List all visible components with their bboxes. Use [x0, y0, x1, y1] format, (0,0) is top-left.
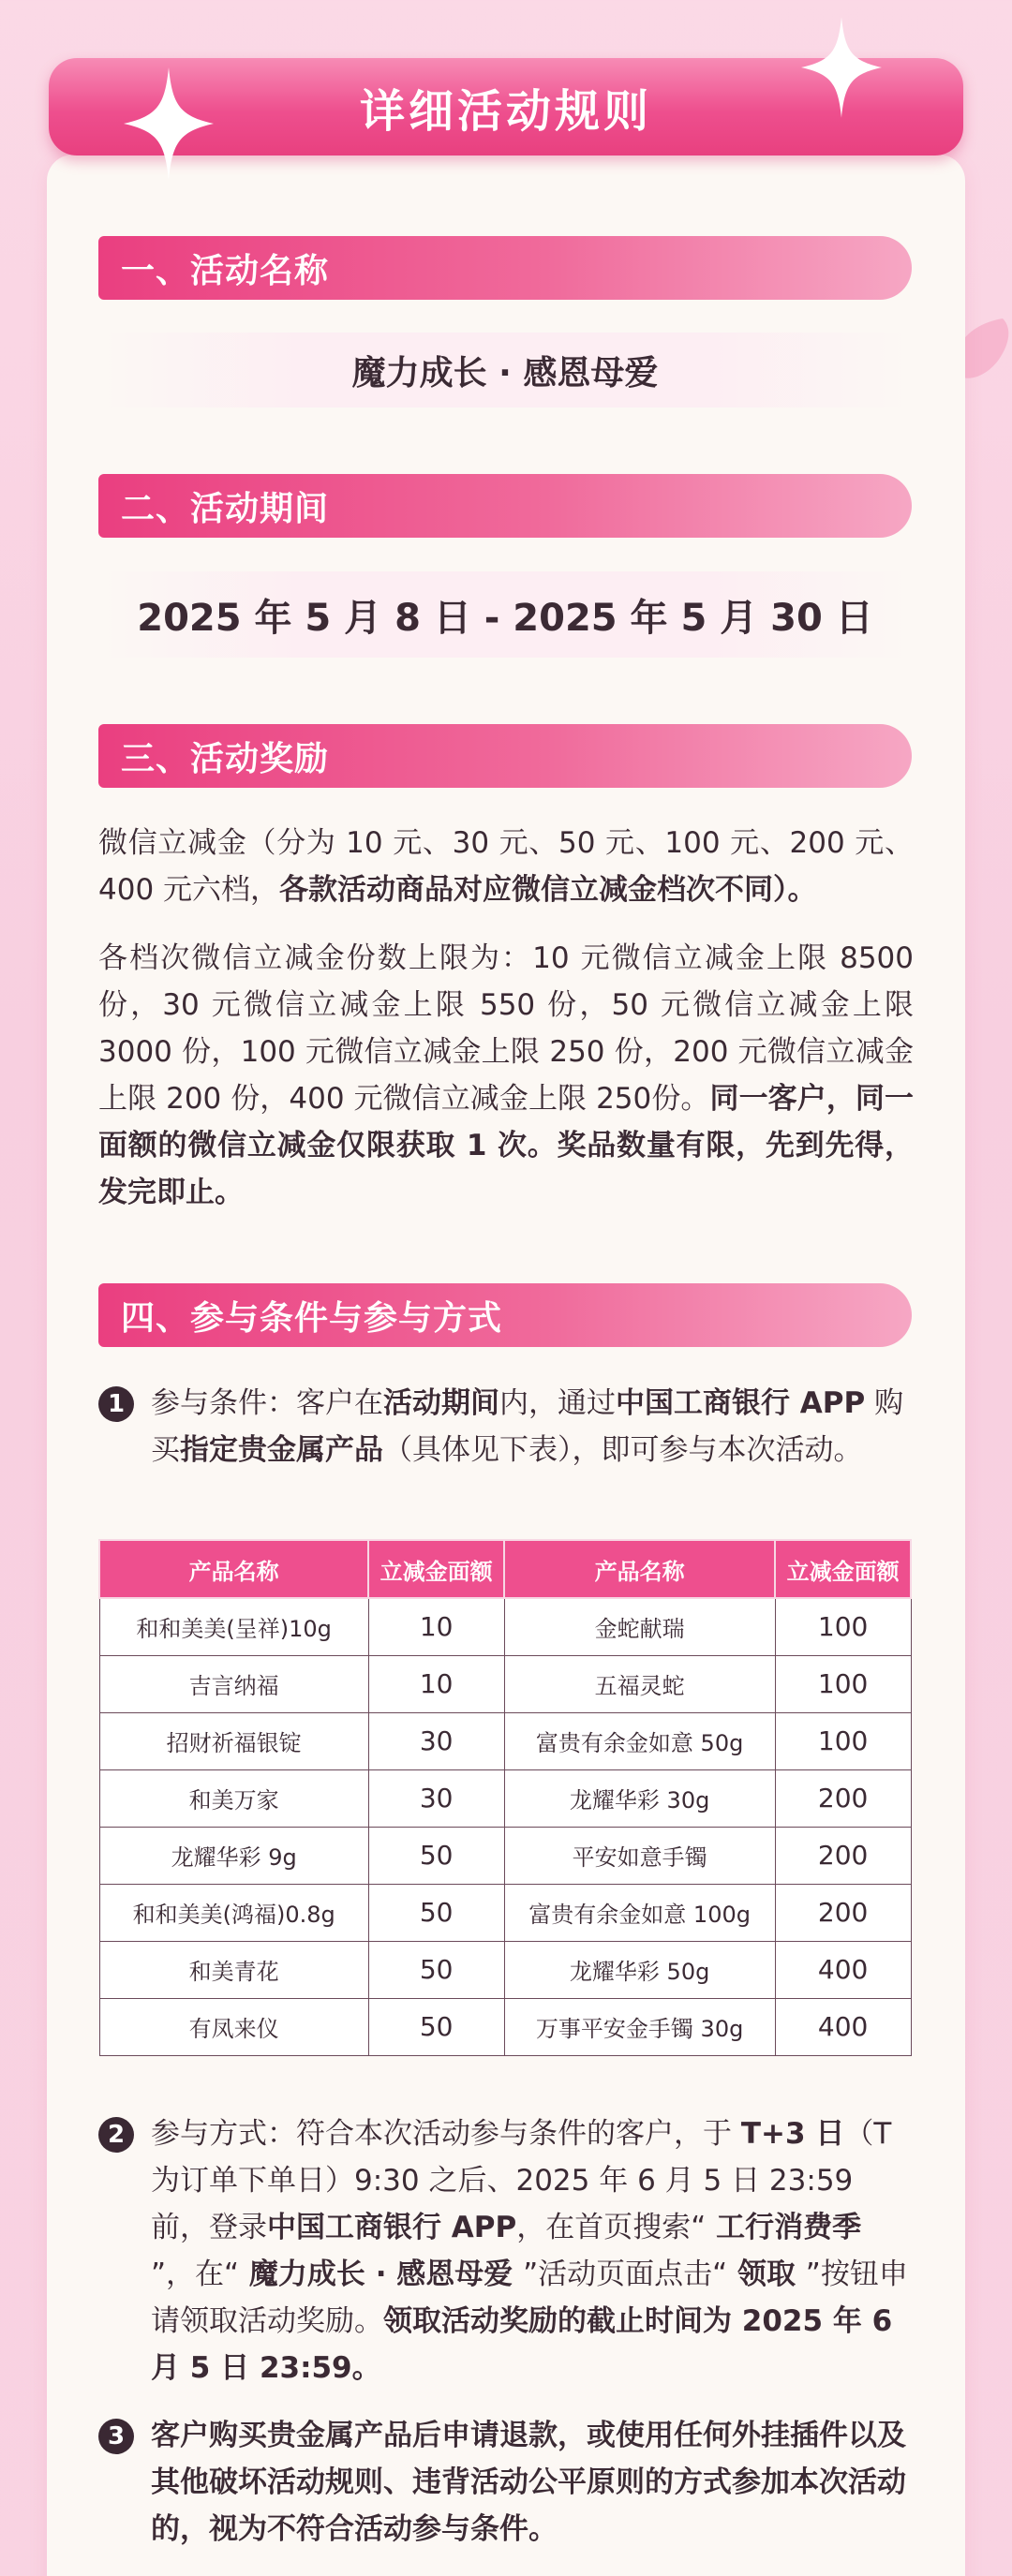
- participation-item-2: [98, 2110, 914, 2391]
- table-cell: 100: [775, 1598, 911, 1655]
- text-part: ”按钮申请领取活动奖励。: [151, 2258, 908, 2338]
- table-cell: 金蛇献瑞: [504, 1598, 775, 1655]
- text-part: 参与方式：符合本次活动参与条件的客户，于: [151, 2117, 741, 2151]
- sparkle-left-icon: [124, 67, 214, 180]
- table-cell: 200: [775, 1884, 911, 1941]
- text-part: （具体见下表），即可参与本次活动。: [383, 1433, 863, 1467]
- header-amount-1: 立减金面额: [368, 1540, 504, 1598]
- disqualification-text-3: [151, 2412, 914, 2553]
- participation-text-2: [151, 2110, 914, 2391]
- table-cell: 和和美美(鸿福)0.8g: [99, 1884, 368, 1941]
- text-bold: 中国工商银行 APP: [267, 2211, 517, 2244]
- table-cell: 200: [775, 1827, 911, 1884]
- table-cell: 和美青花: [99, 1941, 368, 1998]
- table-row: [99, 1827, 911, 1884]
- text-bold: 领取: [727, 2258, 806, 2291]
- table-cell: 100: [775, 1712, 911, 1769]
- table-cell: 400: [775, 1941, 911, 1998]
- table-cell: 万事平安金手镯 30g: [504, 1998, 775, 2055]
- activity-period-box: [98, 571, 912, 658]
- condition-text-1: [151, 1380, 914, 1473]
- table-cell: 富贵有余金如意 100g: [504, 1884, 775, 1941]
- section-3-heading: 三、活动奖励: [121, 739, 330, 778]
- table-cell: 和和美美(呈祥)10g: [99, 1598, 368, 1655]
- condition-item-1: [98, 1380, 914, 1473]
- table-row: [99, 1884, 911, 1941]
- section-2-heading: 二、活动期间: [121, 489, 330, 528]
- section-1-heading: 一、活动名称: [121, 251, 330, 290]
- page-title: 详细活动规则: [359, 84, 652, 138]
- text-part: 购买: [151, 1386, 904, 1467]
- text-part: 参与条件：客户在: [151, 1386, 383, 1420]
- table-cell: 吉言纳福: [99, 1655, 368, 1712]
- reward-text: 微信立减金（分为 10 元、30 元、50 元、100 元、200 元、400 元六档，: [98, 826, 914, 907]
- header-product-name-2: 产品名称: [504, 1540, 775, 1598]
- text-bold: 工行消费季: [706, 2211, 862, 2244]
- text-bold: T+3 日: [740, 2117, 845, 2151]
- table-header-row: [99, 1540, 911, 1598]
- text-part: 内，通过: [499, 1386, 616, 1420]
- text-part: ”活动页面点击“: [523, 2258, 728, 2291]
- table-cell: 富贵有余金如意 50g: [504, 1712, 775, 1769]
- table-cell: 龙耀华彩 50g: [504, 1941, 775, 1998]
- text-part: ”，在“: [151, 2258, 240, 2291]
- header-amount-2: 立减金面额: [775, 1540, 911, 1598]
- activity-period: 2025 年 5 月 8 日 - 2025 年 5 月 30 日: [137, 596, 873, 640]
- product-table: [98, 1539, 912, 2056]
- reward-text-bold: 各款活动商品对应微信立减金档次不同）。: [279, 873, 817, 907]
- table-cell: 30: [368, 1769, 504, 1827]
- table-cell: 招财祈福银锭: [99, 1712, 368, 1769]
- reward-limits-text: 各档次微信立减金份数上限为：10 元微信立减金上限 8500 份，30 元微信立减金上限 550 份，50 元微信立减金上限 3000 份，100 元微信立减金上限 250 份，200 元微信立减金上限 200 份，400 元微信立减金上限 250份。: [98, 941, 914, 1116]
- section-3-header: [98, 724, 912, 788]
- table-cell: 平安如意手镯: [504, 1827, 775, 1884]
- table-cell: 50: [368, 1827, 504, 1884]
- text-bold: 客户购买贵金属产品后申请退款，或使用任何外挂插件以及其他破坏活动规则、违背活动公平原则的方式参加本次活动的，视为不符合活动参与条件。: [151, 2419, 906, 2546]
- sparkle-right-icon: [801, 17, 882, 118]
- table-cell: 10: [368, 1655, 504, 1712]
- text-part: ，在首页搜索“: [516, 2211, 707, 2244]
- table-row: [99, 1712, 911, 1769]
- number-badge-2: 2: [98, 2117, 134, 2153]
- text-bold: 魔力成长 · 感恩母爱: [239, 2258, 524, 2291]
- activity-name-box: [98, 333, 912, 407]
- table-cell: 有凤来仪: [99, 1998, 368, 2055]
- table-cell: 龙耀华彩 30g: [504, 1769, 775, 1827]
- table-cell: 50: [368, 1998, 504, 2055]
- header-product-name-1: 产品名称: [99, 1540, 368, 1598]
- section-4-header: [98, 1283, 912, 1347]
- table-cell: 五福灵蛇: [504, 1655, 775, 1712]
- reward-paragraph-2: [98, 935, 914, 1216]
- activity-name: 魔力成长 · 感恩母爱: [351, 353, 659, 392]
- table-row: [99, 1598, 911, 1655]
- number-badge-1: 1: [98, 1386, 134, 1422]
- reward-paragraph-1: [98, 820, 914, 913]
- section-4-heading: 四、参与条件与参与方式: [121, 1298, 503, 1338]
- table-cell: 50: [368, 1941, 504, 1998]
- table-row: [99, 1769, 911, 1827]
- number-badge-3: 3: [98, 2419, 134, 2454]
- disqualification-item-3: [98, 2412, 914, 2553]
- section-2-header: [98, 474, 912, 538]
- text-bold: 领取活动奖励的截止时间为 2025 年 6 月 5 日 23:59。: [151, 2304, 893, 2385]
- table-row: [99, 1998, 911, 2055]
- table-cell: 100: [775, 1655, 911, 1712]
- text-bold: 中国工商银行 APP: [616, 1386, 866, 1420]
- table-cell: 龙耀华彩 9g: [99, 1827, 368, 1884]
- table-cell: 30: [368, 1712, 504, 1769]
- text-bold: 活动期间: [383, 1386, 499, 1420]
- reward-limits-bold: 同一客户，同一面额的微信立减金仅限获取 1 次。奖品数量有限，先到先得，发完即止。: [98, 1082, 914, 1209]
- text-bold: 指定贵金属产品: [180, 1433, 383, 1467]
- table-row: [99, 1655, 911, 1712]
- table-cell: 200: [775, 1769, 911, 1827]
- table-cell: 10: [368, 1598, 504, 1655]
- section-1-header: [98, 236, 912, 300]
- text-part: （T 为订单下单日）9:30 之后、2025 年 6 月 5 日 23:59 前，登录: [151, 2117, 892, 2244]
- table-row: [99, 1941, 911, 1998]
- table-cell: 和美万家: [99, 1769, 368, 1827]
- table-cell: 400: [775, 1998, 911, 2055]
- table-cell: 50: [368, 1884, 504, 1941]
